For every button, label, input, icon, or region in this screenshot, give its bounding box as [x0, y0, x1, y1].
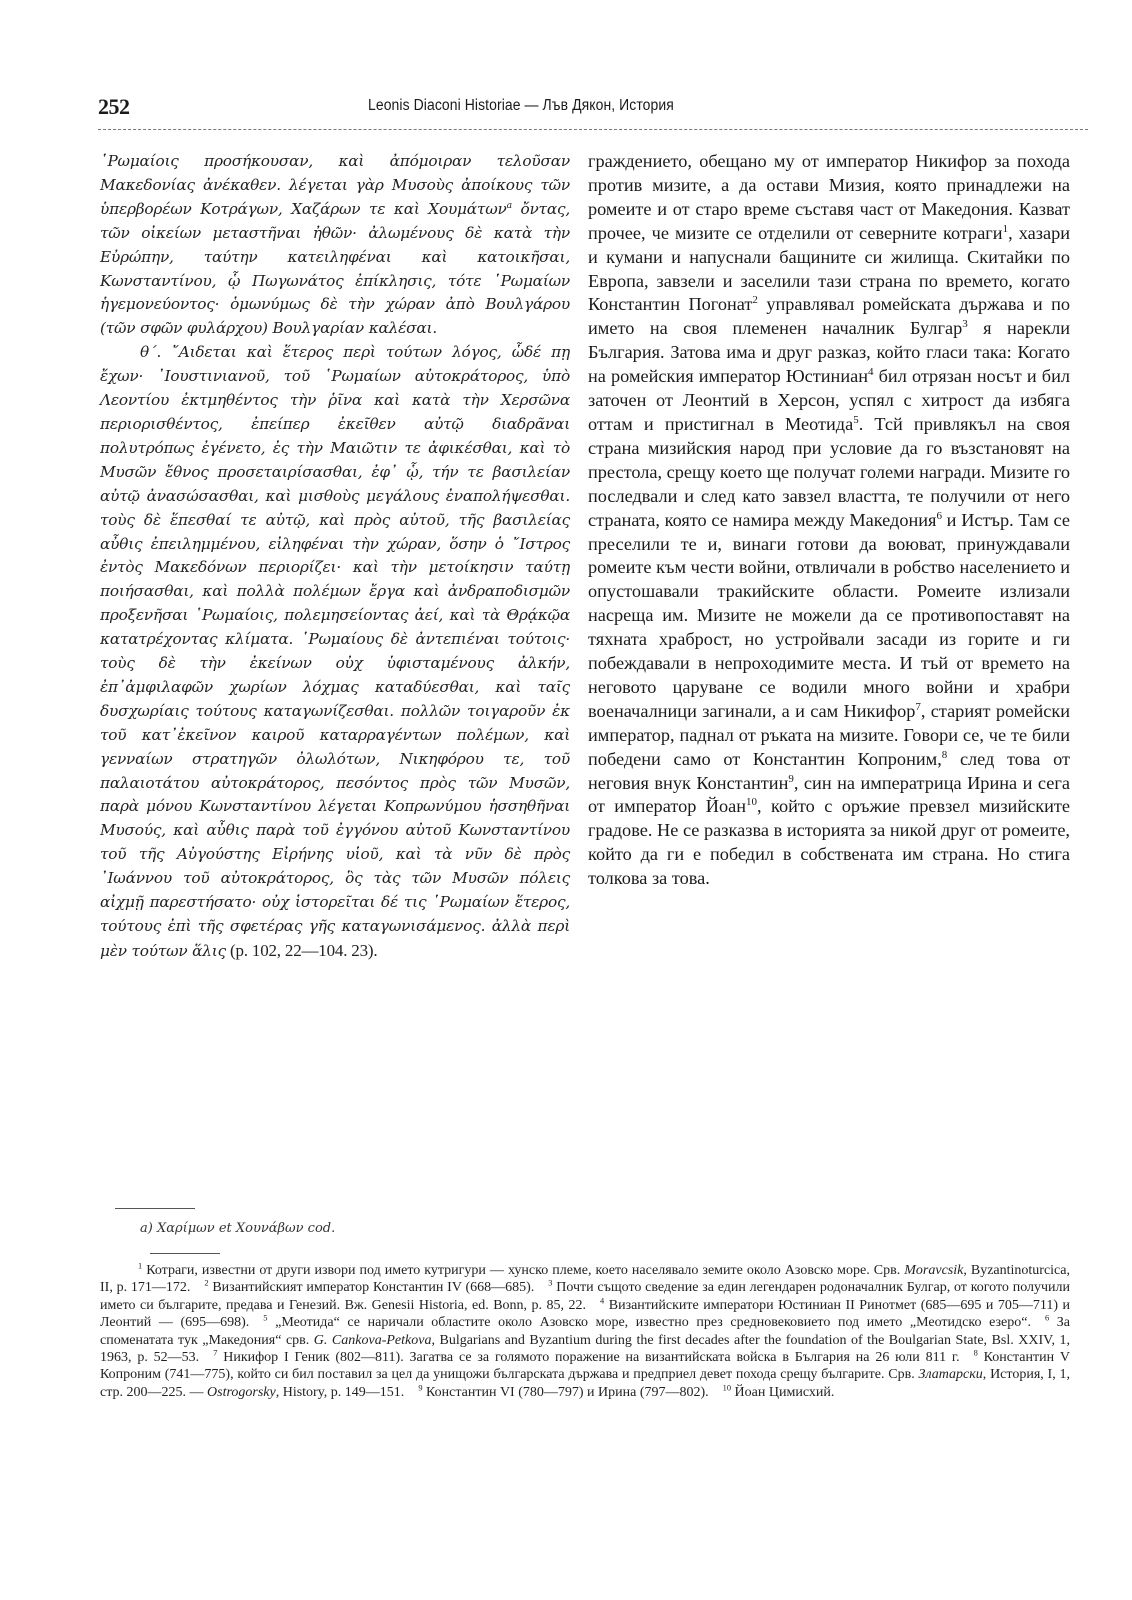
- footnote-ref: 2: [752, 294, 758, 307]
- footnote-ref: 7: [915, 700, 921, 713]
- page-reference: (p. 102, 22—104. 23).: [225, 940, 378, 960]
- footnotes-block: $^1$ Котраги, известни от други извори под името кутригури — хунско племе, което населявало земите около Азовско море. Срв. Moravcsik, Byzantinoturcica, II, p. 171—172. $^2$ Византийският император Константин IV (668—685). $^3$ Почти същото сведение за един легендарен родоначалник Булгар, от когото получили името си българите, предава и Генезий. Вж. Genesii Historia, ed. Bonn, p. 85, 22. $^4$ Византийските императори Юстиниан II Ринотмет (685—695 и 705—711) и Леонтий — (695—698). $^5$ „Меотида“ се наричали областите около Азовско море, известно през средновековието под името „Меотидско езеро“. $^6$ За споменатата тук „Македония“ срв. G. Cankova-Petkova, Bulgarians and Byzantium during the first decades after the foundation of the Boulgarian State, Bsl. XXIV, 1, 1963, p. 52—53. $^7$ Никифор I Геник (802—811). Загатва се за голямото поражение на византийската войска в България на 26 юли 811 г. $^8$ Константин V Копроним (741—775), който си бил поставил за цел да унищожи българската държава и предприел девет похода срещу българите. Срв. Златарски, История, I, 1, стр. 200—225. — Ostrogorsky, History, p. 149—151. $^9$ Константин VI (780—797) и Ирина (797—802). $^{10}$ Йоан Цимисхий.: [100, 1261, 1071, 1400]
- greek-paragraph-2: θ΄. ῎Αιδεται καὶ ἕτερος περὶ τούτων λόγος, ὧδέ πῃ ἔχων· ᾿Ιουστινιανοῦ, τοῦ ῾Ρωμαίων αὐτοκράτορος, ὑπὸ Λεοντίου ἐκτμηθέντος τὴν ῥῖνα καὶ κατὰ τὴν Χερσῶνα περιορισθέντος, ἐπείπερ ἐκεῖθεν αὐτῷ διαδρᾶναι πολυτρόπως ἐγένετο, ἐς τὴν Μαιῶτιν τε ἀφικέσθαι, καὶ τὸ Μυσῶν ἔθνος προσεταιρίσασθαι, ἐφ᾽ ᾧ, τήν τε βασιλείαν αὐτῷ ἀνασώσασθαι, καὶ μισθοὺς μεγάλους ἐναπολήψεσθαι. τοὺς δὲ ἕπεσθαί τε αὐτῷ, καὶ πρὸς αὐτοῦ, τῆς βασιλείας αὖθις ἐπειλημμένου, εἰληφέναι τὴν χώραν, ὅσην ὁ ῎Ιστρος ἐντὸς Μακεδόνων περιορίζει· καὶ τὴν μετοίκησιν ταύτῃ ποιήσασθαι, καὶ πολλὰ πολέμων ἔργα καὶ ἀνδραποδισμῶν προξενῆσαι ῾Ρωμαίοις, πολεμησείοντας ἀεί, καὶ τὰ Θρᾴκῷα κατατρέχοντας κλίματα. ῾Ρωμαίους δὲ ἀντεπιέναι τούτοις· τοὺς δὲ τὴν ἐκείνων οὐχ ὑφισταμένους ἀλκήν, ἐπ᾽ἀμφιλαφῶν χωρίων λόχμας καταδύεσθαι, καὶ ταῖς δυσχωρίαις τούτους καταγωνίζεσθαι. πολλῶν τοιγαροῦν ἐκ τοῦ κατ᾽ἐκεῖνον καιροῦ καταρραγέντων πολέμων, καὶ γενναίων στρατηγῶν ὀλωλότων, Νικηφόρου τε, τοῦ παλαιοτάτου αὐτοκράτορος, πεσόντος πρὸς τῶν Μυσῶν, παρὰ μόνου Κωνσταντίνου λέγεται Κοπρωνύμου ἡσσηθῆναι Μυσούς, καὶ αὖθις παρὰ τοῦ ἐγγόνου αὐτοῦ Κωνσταντίνου τοῦ τῆς Αὐγούστης Εἰρήνης υἱοῦ, καὶ τὰ νῦν δὲ πρὸς ᾿Ιωάννου τοῦ αὐτοκράτορος, ὃς τὰς τῶν Μυσῶν πόλεις αἰχμῇ παρεστήσατο· οὐχ ἱστορεῖται δέ τις ῾Ρωμαίων ἕτερος, τούτους ἐπὶ τῆς σφετέρας γῆς καταγωνισάμενος. ἀλλὰ περὶ μὲν τούτων ἅλις (p. 102, 22—104. 23).: [100, 343, 570, 960]
- bulgarian-paragraph: граждението, обещано му от император Никифор за похода против мизите, а да остави Мизия, която принадлежи на ромеите и от старо време съставя част от Македония. Казват прочее, че мизите се отделили от северните котраги$^1$, хазари и кумани и напуснали бащините си жилища. Скитайки по Европа, завзели и заселили тази страна по времето, когато Константин Погонат$^2$ управлявал ромейската държава и по името на своя племенен началник Булгар$^3$ я нарекли България. Затова има и друг разказ, който гласи така: Когато на ромейския император Юстиниан$^4$ бил отрязан носът и бил заточен от Леонтий в Херсон, успял с хитрост да избяга оттам и пристигнал в Меотида$^5$. Тсй привлякъл на своя страна мизийския народ при условие да го възстановят на престола, срещу което ще получат големи награди. Мизите го последвали и след като завзел властта, те получили от него страната, която се намира между Македония$^6$ и Истър. Там се преселили те и, винаги готови да воюват, принуждавали ромеите към чести войни, отвличали в робство населението и опустошавали тракийските области. Ромеите излизали насреща им. Мизите не можели да се противопоставят на тяхната храброст, но устройвали засади из горите и ги побеждавали в непроходимите места. И тъй от времето на неговото царуване се водили много войни и храбри военачалници загинали, а и сам Никифор$^7$, старият ромейски император, паднал от ръката на мизите. Говори се, че те били победени само от Константин Копроним,$^8$ след това от неговия внук Константин$^9$, син на императрица Ирина и сега от император Йоан$^{10}$, който с оръжие превзел мизийските градове. Не се разказва в историята за никой друг от ромеите, който да ги е победил в собствената им страна. Но стига толкова за това.: [588, 151, 1071, 889]
- apparatus-rule: [115, 1208, 195, 1209]
- critical-apparatus-note: a) Χαρίμων et Χουνάβων cod.: [140, 1221, 336, 1236]
- greek-original-column: [100, 150, 570, 964]
- bulgarian-translation-column: [588, 150, 1070, 891]
- footnote-ref: 10: [746, 796, 758, 809]
- footnotes: [100, 1262, 1070, 1401]
- apparatus-marker: a: [506, 199, 512, 211]
- footnote-ref: 1: [1002, 222, 1009, 235]
- footnote-ref: 9: [788, 772, 794, 785]
- header-rule: [98, 129, 1088, 130]
- running-title: Leonis Diaconi Historiae — Лъв Дякон, История: [368, 97, 674, 114]
- footnote-ref: 8: [941, 748, 948, 761]
- footnote-ref: 5: [853, 413, 859, 426]
- page-header: [98, 92, 1083, 126]
- footnote-ref: 4: [868, 366, 874, 379]
- footnote-ref: 3: [962, 318, 968, 331]
- footnote-ref: 6: [936, 509, 942, 522]
- footnote-rule: [150, 1253, 220, 1254]
- page-number: 252: [98, 94, 130, 119]
- greek-paragraph-1: ῾Ρωμαίοις προσήκουσαν, καὶ ἀπόμοιραν τελοῦσαν Μακεδονίας ἀνέκαθεν. λέγεται γὰρ Μυσοὺς ἀποίκους τῶν ὑπερβορέων Κοτράγων, Χαζάρων τε καὶ Χουμάτων$^a$ ὄντας, τῶν οἰκείων μεταστῆναι ἠθῶν· ἀλωμένους δὲ κατὰ τὴν Εὐρώπην, ταύτην κατειληφέναι καὶ κατοικῆσαι, Κωνσταντίνου, ᾧ Πωγωνάτος ἐπίκλησις, τότε ῾Ρωμαίων ἡγεμονεύοντος· ὁμωνύμως δὲ τὴν χώραν ἀπὸ Βουλγάρου (τῶν σφῶν φυλάρχου) Βουλγαρίαν καλέσαι.: [100, 152, 570, 338]
